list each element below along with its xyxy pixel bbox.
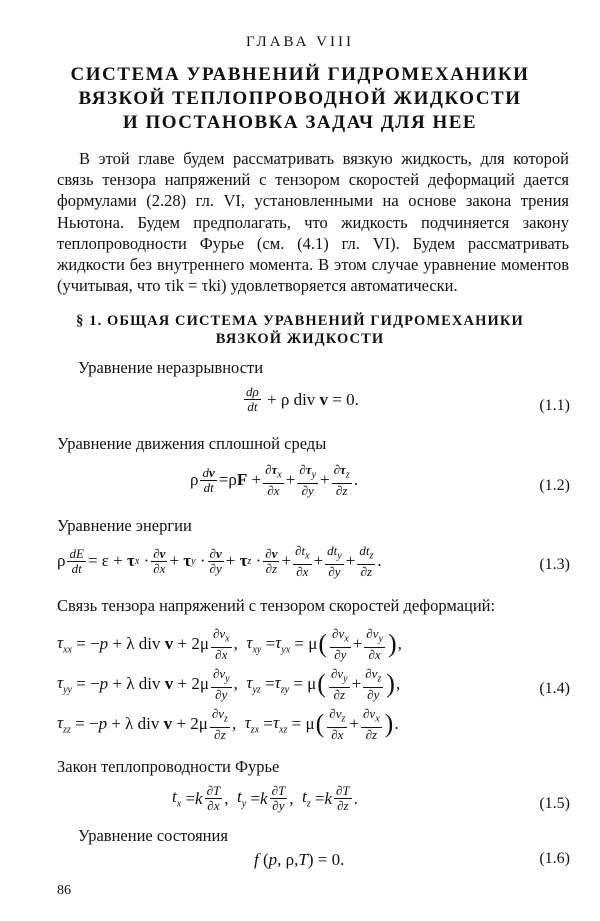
equation-fourier: $t_x$ = k ∂T ∂x , $t_y$ = k ∂T ∂y , $t_z$ = k ∂T ∂z . bbox=[172, 783, 358, 813]
equation-stress-yy: $\tau_{yy}$ = − p + λ div v + 2μ $\partial v_y$ ∂y , $\tau_{yz}$ = $\tau_{zy}$ = μ ( $\partial v_y$ ∂z + $\frac{\partial v_z}{\partial y}$ ) , bbox=[57, 666, 401, 702]
section-heading-line-2: ВЯЗКОЙ ЖИДКОСТИ bbox=[215, 331, 385, 347]
eq-number-1-6: (1.6) bbox=[539, 850, 570, 867]
label-fourier: Закон теплопроводности Фурье bbox=[57, 757, 280, 776]
intro-paragraph: В этой главе будем рассматривать вязкую жидкость, для которой связь тензора напряжений с тензором скоростей деформаций дается формулами (2.28) гл. VI, установленными на основе закона трения Ньютона. Будем предполагать, что жидкость подчиняется закону теплопроводности Фурье (см. (4.1) гл. VI). Будем рассматривать жидкости без внутреннего момента. В этом случае уравнение моментов (учитывая, что τik = τki) удовлетворяется автоматически. bbox=[57, 149, 569, 296]
equation-stress-xx: $\tau_{xx}$ = − p + λ div v + 2μ $\partial v_x$ ∂x , $\tau_{xy}$ = $\tau_{yx}$ = μ ( $\partial v_x$ ∂y + $\frac{\partial v_y}{\partial x}$ ) , bbox=[57, 626, 402, 662]
eq-number-1-2: (1.2) bbox=[539, 477, 570, 494]
equation-state: f ( p , ρ, T ) = 0. bbox=[254, 850, 345, 869]
equation-motion: ρ $\frac{dv}{dt}$ =ρF + $\frac{\partial\tau_x}{\partial x}$ + $\frac{\partial\tau_y}{\partial y}$ + $\frac{\partial\tau_z}{\partial z}$ . bbox=[190, 462, 358, 498]
section-heading-line-1: § 1. ОБЩАЯ СИСТЕМА УРАВНЕНИЙ ГИДРОМЕХАНИКИ bbox=[76, 313, 524, 329]
eq-number-1-3: (1.3) bbox=[539, 556, 570, 573]
eq-number-1-5: (1.5) bbox=[539, 795, 570, 812]
equation-stress-zz: $\tau_{zz}$ = − p + λ div v + 2μ $\partial v_z$ ∂z , $\tau_{zx}$ = $\tau_{xz}$ = μ ( $\partial v_z$ ∂x + $\frac{\partial v_x}{\partial z}$ ) . bbox=[57, 706, 399, 742]
chapter-title-line-3: И ПОСТАНОВКА ЗАДАЧ ДЛЯ НЕЕ bbox=[122, 112, 478, 133]
chapter-title-line-2: ВЯЗКОЙ ТЕПЛОПРОВОДНОЙ ЖИДКОСТИ bbox=[78, 88, 522, 109]
equation-energy: ρ $\frac{dE}{dt}$ = ε + τ x · ∂v ∂x + τ y · ∂v ∂y + τ z · ∂v ∂z + $\frac{\partial t_x}{\partial x}$ + $dt_y$ ∂y + $dt_z$ ∂z . bbox=[57, 543, 382, 579]
chapter-heading: ГЛАВА VIII bbox=[245, 34, 354, 50]
page-number: 86 bbox=[57, 883, 71, 898]
label-continuity: Уравнение неразрывности bbox=[78, 358, 264, 377]
chapter-title-line-1: СИСТЕМА УРАВНЕНИЙ ГИДРОМЕХАНИКИ bbox=[70, 64, 530, 85]
eq-number-1-1: (1.1) bbox=[539, 397, 570, 414]
label-motion: Уравнение движения сплошной среды bbox=[57, 434, 327, 453]
equation-continuity: dρ dt + ρ div v = 0. bbox=[246, 384, 359, 414]
label-energy: Уравнение энергии bbox=[57, 516, 192, 535]
label-stress: Связь тензора напряжений с тензором скоростей деформаций: bbox=[57, 596, 496, 615]
label-state: Уравнение состояния bbox=[78, 826, 228, 845]
eq-number-1-4: (1.4) bbox=[539, 680, 570, 697]
